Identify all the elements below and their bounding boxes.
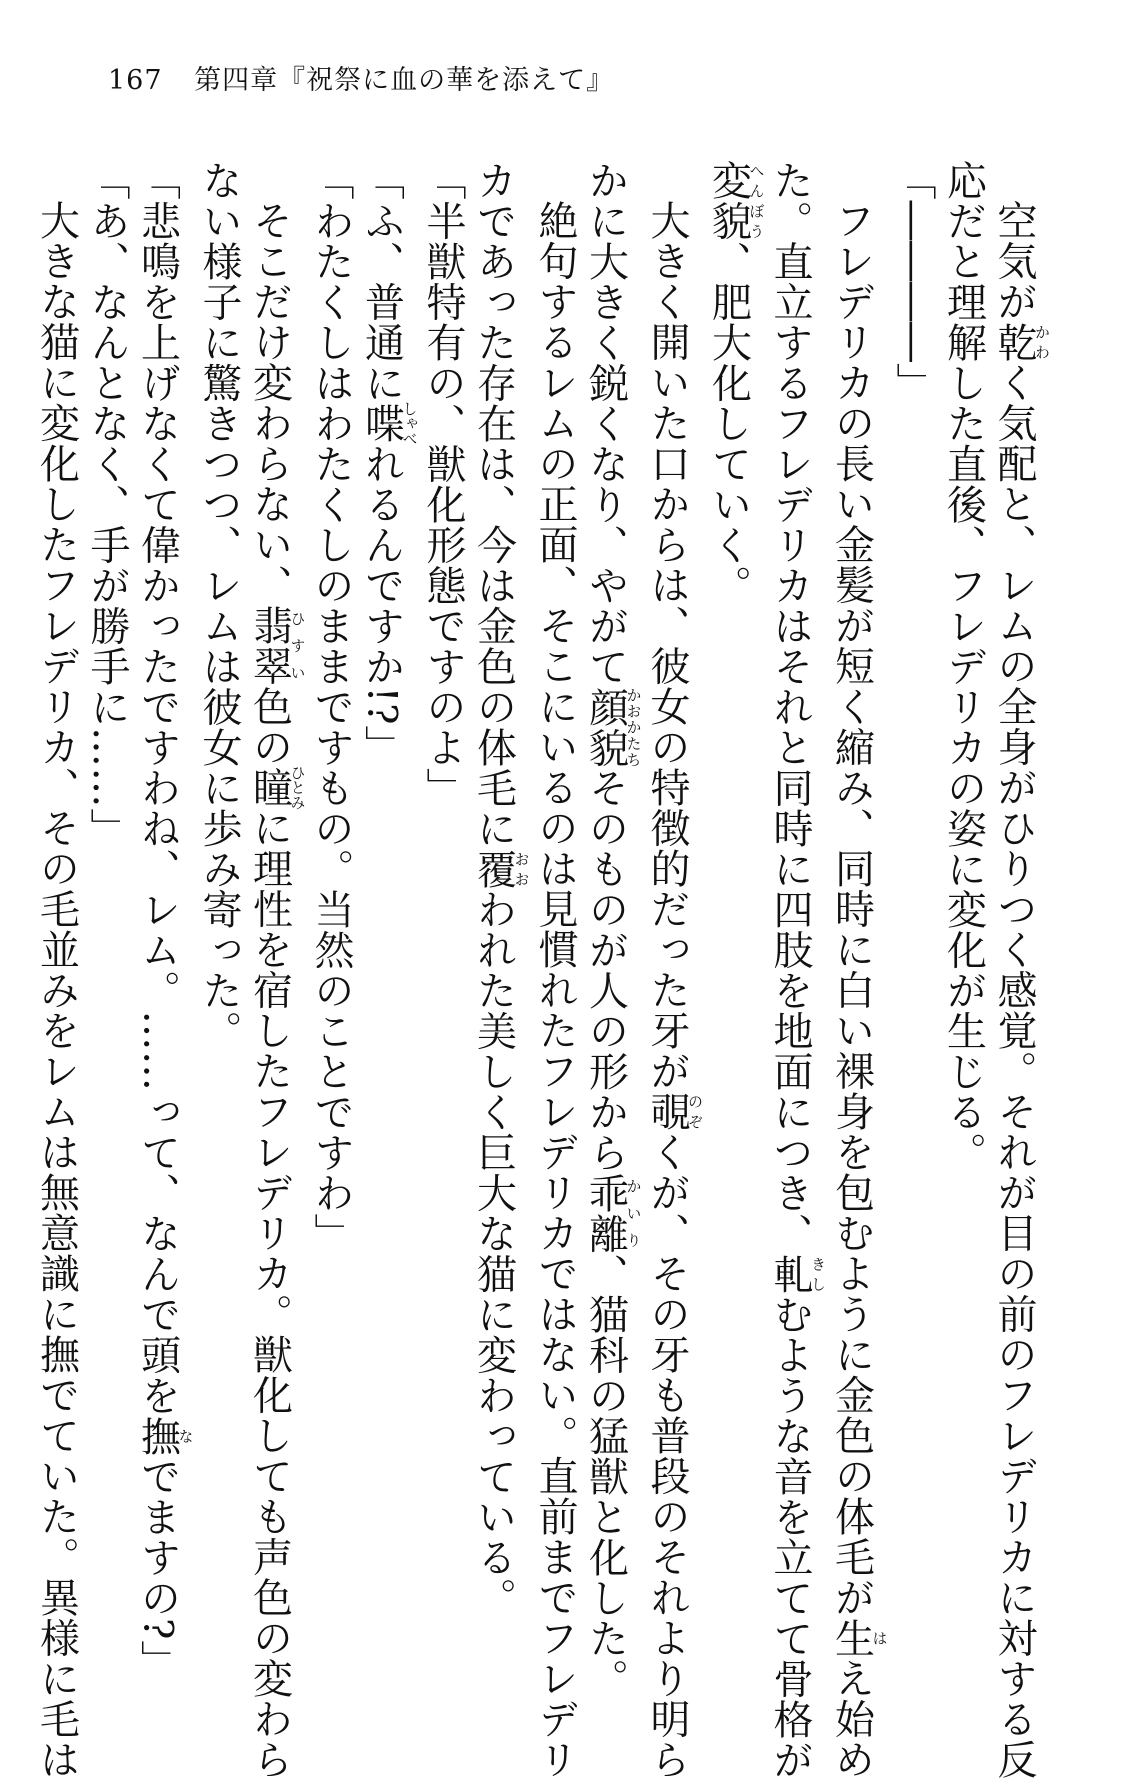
text-run: 「半獣特有の、獣化形態ですのよ」	[420, 160, 466, 808]
text-line	[530, 160, 581, 1780]
text-run: た。直立するフレデリカはそれと同時に四肢を地面につき、	[767, 160, 813, 1254]
ruby-annotation	[767, 1253, 827, 1295]
page-number: 167	[108, 65, 163, 96]
ruby-annotation	[582, 686, 643, 768]
ruby-base: 翡翠	[246, 605, 293, 686]
text-run: かに大きく鋭くなり、やがて	[582, 160, 629, 687]
ruby-reading: へんぼう	[747, 160, 766, 241]
vertical-body-text	[33, 160, 1051, 1780]
text-run: 色の	[246, 686, 293, 767]
ruby-annotation	[991, 321, 1051, 363]
text-line	[306, 160, 357, 1560]
ruby-annotation	[644, 1091, 704, 1132]
ruby-base: 覗	[644, 1091, 690, 1132]
text-run: 空気が	[991, 200, 1037, 322]
ruby-annotation	[705, 160, 766, 241]
ruby-base: 撫	[134, 1415, 181, 1456]
text-line	[132, 160, 195, 1681]
text-run: れるんですか!?」	[358, 443, 405, 766]
ruby-base: 軋	[767, 1253, 813, 1294]
text-run: むような音を立てて骨格が	[767, 1294, 813, 1780]
text-run: 絶句するレムの正面、そこにいるのは見慣れたフレデリカではない。直前までフレデリ	[532, 200, 578, 1780]
ruby-base: 喋	[358, 400, 405, 446]
text-run: ない様子に驚きつつ、レムは彼女に歩み寄った。	[196, 160, 242, 1051]
text-line	[765, 160, 827, 1780]
text-line	[826, 160, 889, 1780]
text-run: そのものが人の形から	[582, 767, 629, 1173]
text-run: 「――――」	[890, 160, 936, 403]
text-run: フレデリカの長い金髪が短く縮み、同時に白い裸身を包むように金色の体毛が	[828, 200, 875, 1618]
ruby-annotation	[358, 400, 419, 446]
text-run: 「あ、なんとなく、手が勝手に……」	[84, 160, 130, 849]
ruby-reading: のぞ	[686, 1091, 704, 1132]
ruby-reading: ひとみ	[288, 764, 307, 810]
ruby-reading: かわ	[1033, 321, 1051, 362]
chapter-title: 第四章『祝祭に血の華を添えて』	[194, 65, 615, 96]
ruby-annotation	[246, 764, 307, 810]
ruby-reading: しゃべ	[400, 400, 419, 446]
text-run: そこだけ変わらない、	[246, 200, 293, 605]
text-line	[82, 160, 133, 1560]
ruby-annotation	[470, 848, 531, 890]
text-run: く気配と、レムの全身がひりつく感覚。それが目の前のフレデリカに対する反	[991, 362, 1037, 1780]
ruby-annotation	[246, 605, 307, 686]
ruby-base: 顔貌	[582, 686, 629, 768]
text-line	[580, 160, 643, 1699]
text-line	[938, 160, 989, 1560]
text-run: 「悲鳴を上げなくて偉かったですわね、レム。……って、なんで頭を	[134, 160, 181, 1416]
text-run: え始め	[828, 1658, 875, 1780]
ruby-reading: かいり	[624, 1172, 643, 1254]
text-line	[31, 160, 82, 1780]
ruby-base: 変貌	[705, 160, 752, 241]
text-line	[244, 160, 307, 1780]
text-line	[642, 160, 704, 1780]
text-run: 「わたくしはわたくしのままですもの。当然のことですわ」	[308, 160, 354, 1254]
ruby-annotation	[582, 1172, 643, 1254]
text-line	[468, 160, 531, 1618]
text-line	[418, 160, 469, 1560]
text-run: われた美しく巨大な猫に変わっている。	[470, 889, 517, 1618]
text-run: 、猫科の猛獣と化した。	[582, 1253, 629, 1699]
text-line	[356, 160, 418, 1560]
text-line	[194, 160, 245, 1560]
text-run: 「ふ、普通に	[358, 160, 405, 403]
text-run: 大きな猫に変化したフレデリカ、その毛並みをレムは無意識に撫でていた。異様に毛は	[33, 200, 80, 1780]
ruby-annotation	[134, 1415, 195, 1457]
text-run: カであった存在は、今は金色の体毛に	[470, 160, 517, 849]
ruby-annotation	[828, 1617, 889, 1659]
ruby-base: 覆	[470, 848, 517, 889]
ruby-base: 乖離	[582, 1172, 629, 1254]
ruby-reading: かおかたち	[624, 686, 643, 768]
ruby-base: 瞳	[246, 764, 293, 810]
text-run: 大きく開いた口からは、彼女の特徴的だった牙が	[644, 200, 690, 1091]
text-run: くが、その牙も普段のそれより明ら	[644, 1131, 690, 1780]
text-run: に理性を宿したフレデリカ。獣化しても声色の変わら	[246, 807, 293, 1780]
text-run: 応だと理解した直後、フレデリカの姿に変化が生じる。	[940, 160, 987, 1173]
ruby-base: 生	[828, 1617, 875, 1658]
text-line	[888, 160, 939, 1560]
ruby-reading: ひすい	[288, 605, 307, 686]
ruby-reading: な	[176, 1415, 195, 1456]
ruby-reading: は	[870, 1617, 889, 1658]
running-header	[108, 58, 614, 97]
text-line	[989, 160, 1051, 1780]
ruby-reading: おお	[512, 848, 531, 889]
text-line	[703, 160, 765, 1560]
ruby-base: 乾	[991, 321, 1037, 362]
ruby-reading: きし	[809, 1253, 827, 1294]
text-run: 、肥大化していく。	[705, 241, 752, 606]
text-run: でますの?」	[134, 1456, 181, 1681]
